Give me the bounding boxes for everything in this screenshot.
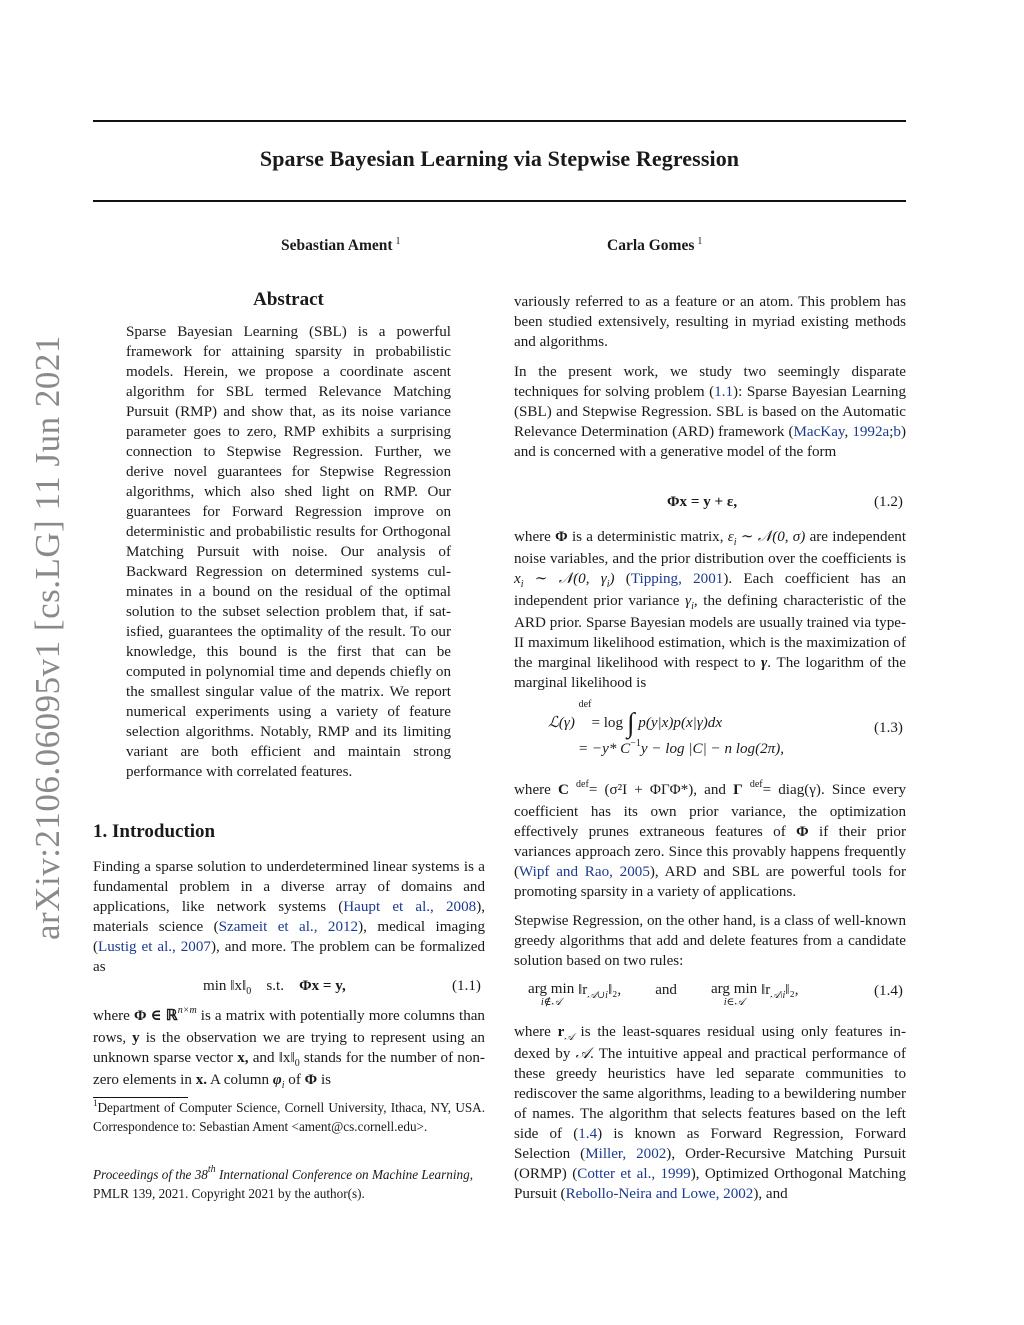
citation-link[interactable]: 1992a	[852, 424, 890, 440]
body-paragraph: In the present work, we study two seemingly disparate techniques for solving problem (1.1): Sparse Bayesian Learning (SBL) and Stepwise Regression. SBL is based on the Automatic Relevance Determination (ARD) framework (MacKay, 1992a;b) and is concerned with a generative model of the form	[514, 364, 906, 460]
body-paragraph: where $r_𝒜$ is the least-squares residual using only features indexed by 𝒜. The intuitive appeal and practical performance of these greedy heuristics have led separate communities to rediscover the same algorithms, leading to a bewildering number of names. The algorithm that selects features based on the left side of (1.4) is known as Forward Regression, Forward Selection (Miller, 2002), Order-Recursive Matching Pursuit (ORMP) (Cotter et al., 1999), Optimized Orthogonal Matching Pursuit (Rebollo-Neira and Lowe, 2002), and	[514, 1024, 907, 1202]
title-top-rule	[93, 120, 906, 122]
author-name: Sebastian Ament $^1$	[281, 236, 401, 255]
section-heading-introduction: 1. Introduction	[93, 821, 216, 842]
citation-link[interactable]: Rebollo-Neira and Lowe, 2002	[565, 1186, 754, 1202]
footnote-affiliation: $^1$Department of Computer Science, Cornell University, Ithaca, NY, USA. Correspondence to: Sebastian Ament <ament@cs.cornell.edu>.	[93, 1098, 485, 1134]
proceedings-notice: Proceedings of the 38th International Conference on Machine Learning, PMLR 139, 2021. Copyright 2021 by the author(s).	[93, 1164, 474, 1201]
body-paragraph: variously referred to as a feature or an atom. This problem has been studied extensively, resulting in myriad existing methods and algorithms.	[514, 294, 906, 350]
equation-1-4: arg min i∉𝒜 $‖r_{𝒜\cup i}‖_2$, and arg min i∈𝒜 $‖r_{𝒜\backslash i}‖_2$,	[528, 981, 799, 1008]
author-affiliation-mark: 1	[395, 236, 401, 247]
equation-1-3-line-2: = −y* $C^{-1}y - \log |C| - n$ log(2π),	[578, 738, 785, 757]
citation-link[interactable]: Cotter et al., 1999	[577, 1166, 691, 1182]
paper-title: Sparse Bayesian Learning via Stepwise Regression	[259, 146, 740, 171]
equation-number: (1.1)	[452, 978, 481, 994]
citation-link[interactable]: Miller, 2002	[585, 1146, 667, 1162]
citation-link[interactable]: Tipping, 2001	[630, 571, 724, 587]
equation-reference-link[interactable]: 1.4	[578, 1126, 598, 1142]
citation-link[interactable]: b	[893, 424, 901, 440]
citation-link[interactable]: Szameit et al., 2012	[218, 919, 359, 935]
abstract-heading: Abstract	[253, 289, 324, 310]
abstract-text: Sparse Bayesian Learning (SBL) is a powerful framework for attaining sparsity in probabilistic models. Herein, we propose a coordinate ascent algorithm for SBL termed Relevance Matching Pursuit (RMP) and show that, as its noise variance parameter goes to zero, RMP exhibits a surprising connection to Stepwise Regression. Further, we derive novel guarantees for Stepwise Regression algorithms, which also shed light on RMP. Our guarantees for Forward Regression improve on deterministic and probabilistic results for Orthogonal Matching Pursuit with noise. Our analysis of Backward Regression on determined systems culminates in a bound on the residual of the optimal solution to the subset selection problem that, if satisfied, guarantees the optimality of the result. To our knowledge, this bound is the first that can be computed in polynomial time and depends chiefly on the smallest singular value of the matrix. We report numerical experiments using a variety of feature selection algorithms. Notably, RMP and its limiting variant are both efficient and maintain strong performance with correlated features.	[126, 324, 451, 780]
body-paragraph: where Φ is a deterministic matrix, $\varepsilon_i$ ∼ 𝒩(0, σ) are independent noise variables, and the prior distribution over the coefficients is $x_i$ ∼ 𝒩(0, $\gamma_i$) (Tipping, 2001). Each coefficient has an independent prior variance $\gamma_i$, the defining characteristic of the ARD prior. Sparse Bayesian models are usually trained via type-II maximum likelihood estimation, which is the maximization of the marginal likelihood with respect to γ. The logarithm of the marginal likelihood is	[514, 529, 907, 691]
equation-reference-link[interactable]: 1.1	[714, 384, 734, 400]
equation-1-1: $\min ‖x‖_0$ s.t. Φx = y,	[203, 978, 346, 997]
citation-link[interactable]: Wipf and Rao, 2005	[519, 864, 650, 880]
footnote-rule	[93, 1097, 188, 1098]
body-paragraph: Stepwise Regression, on the other hand, is a class of well-known greedy algorithms that add and delete features from a candidate solution based on two rules:	[514, 913, 906, 969]
equation-number: (1.3)	[874, 720, 903, 736]
body-paragraph: where C $^{def}$= (σ²I + ΦΓΦ*), and Γ $^{def}$= diag(γ). Since every coefficient has its own prior variance, the optimization effectively prunes extraneous features of Φ if their prior variances approach zero. Since this provably happens frequently (Wipf and Rao, 2005), ARD and SBL are powerful tools for promoting sparsity in a variety of applications.	[514, 779, 907, 900]
equation-1-2: Φx = y + ε,	[667, 494, 738, 510]
equation-1-3-line-1: ℒ(γ) $^{def}$= log ∫ p(y|x)p(x|γ)dx	[548, 699, 723, 739]
title-bottom-rule	[93, 200, 906, 202]
intro-paragraph: where Φ ∈ ℝ$^{n\times m}$ is a matrix with potentially more columns than rows, y is the observation we are trying to represent using an unknown sparse vector x, and $‖x‖_0$ stands for the number of non-zero elements in x. A column $\varphi_i$ of Φ is	[93, 1005, 485, 1091]
author-affiliation-mark: 1	[697, 236, 703, 247]
equation-number: (1.4)	[874, 983, 903, 999]
arxiv-identifier-stamp[interactable]: arXiv:2106.06095v1 [cs.LG] 11 Jun 2021	[28, 335, 67, 940]
equation-number: (1.2)	[874, 494, 903, 510]
intro-paragraph: Finding a sparse solution to underdetermined linear systems is a fundamental problem in a diverse array of domains and applications, like network systems (Haupt et al., 2008), materials science (Szameit et al., 2012), medical imaging (Lustig et al., 2007), and more. The problem can be formalized as	[93, 859, 486, 975]
citation-link[interactable]: MacKay	[793, 424, 845, 440]
citation-link[interactable]: Haupt et al., 2008	[343, 899, 477, 915]
citation-link[interactable]: Lustig et al., 2007	[98, 939, 211, 955]
author-name: Carla Gomes $^1$	[607, 236, 703, 255]
